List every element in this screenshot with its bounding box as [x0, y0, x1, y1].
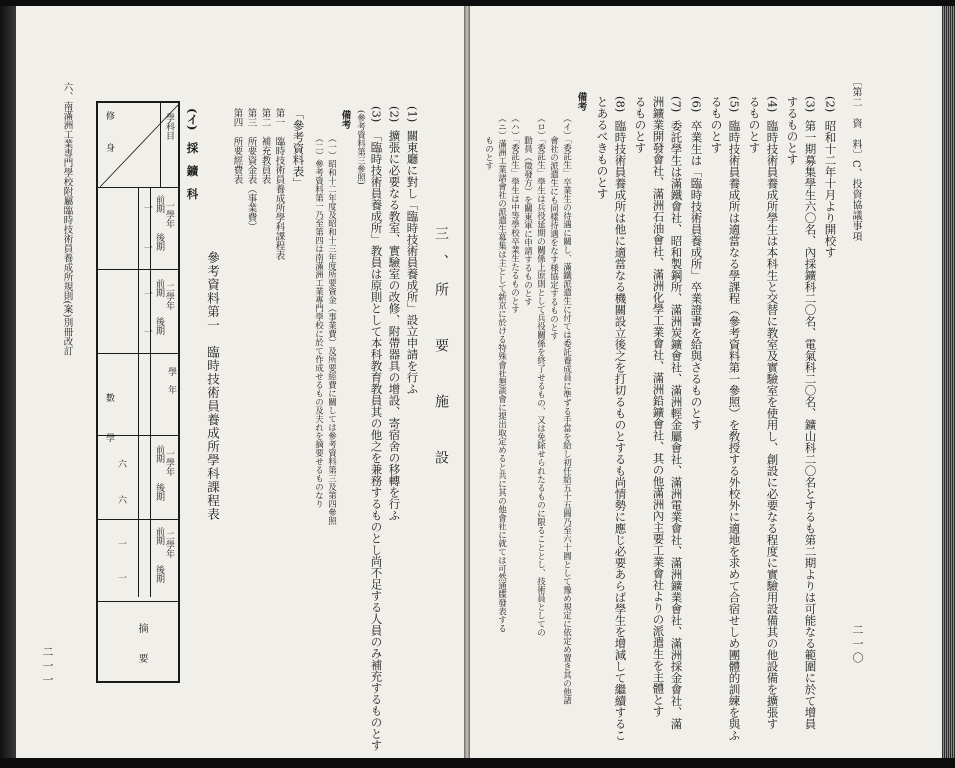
- ref-list-item-1: 第一 臨時技術員養成所學科課程表: [273, 108, 285, 260]
- cell-sugaku-1: 六: [116, 459, 126, 468]
- note-line-2: 會社の派遣生にも同樣待遇をなす様協定するものとす: [548, 136, 559, 340]
- item-text-3: 「臨時技術員養成所」教員は原則として本科教育教員其の他之を兼務するものとし尚不足する人員のみ補充するものとす: [369, 130, 384, 751]
- item-2-num: (2): [823, 96, 838, 113]
- cell-shushin-4: 一: [142, 327, 152, 336]
- cell-sugaku-2: 六: [116, 495, 126, 504]
- item-text-2: 擴張に必要なる教室、實驗室の改修、附帶器具の增設、寄宿舍の移轉を行ふ: [387, 130, 402, 521]
- item-num-2: (2): [387, 106, 402, 123]
- item-7-line-3: るものとす: [633, 96, 648, 154]
- page-number: 二一一: [41, 646, 54, 688]
- year-label-1b: 一學年: [164, 449, 174, 476]
- item-6-num: (6): [689, 96, 704, 113]
- item-2-line-1: 昭和十二年十月より開校す: [823, 120, 838, 258]
- term-label-3b: 前期: [154, 527, 164, 545]
- col-head-remarks: 摘 要: [136, 623, 147, 663]
- left-page: [16, 6, 464, 758]
- item-7-num: (7): [669, 96, 684, 113]
- term-label-4b: 後期: [154, 565, 164, 583]
- note-line-1: （イ）「委託生」卒業生の待遇に關し、滿鐵派遣生に付ては委託養成員に準ずる手當を給し初任給五十五圓乃至六十圓として豫め規定に依定め置き其の他諸: [561, 114, 572, 705]
- cell-shushin-3: 一: [142, 289, 152, 298]
- ref-note: (參考資料第三參照): [355, 110, 366, 185]
- year-label-2b: 二學年: [164, 531, 174, 558]
- col-head-gaku: 學: [104, 433, 114, 442]
- ref-list-heading: 「參考資料表」: [291, 108, 306, 189]
- cell-shushin-1: 一: [142, 203, 152, 212]
- note-line-3: （ロ）「委託生」學生は兵役延期の關係上原則として兵役關係を終了せるもの、又は免除せられたるものに限ることとし、技術員としての: [535, 114, 546, 637]
- term-label-1: 前期: [154, 195, 164, 213]
- item-7-line-2: 洲鑛業開發會社、滿洲石油會社、滿洲化學工業會社、滿洲鉛鑛會社、其の他滿洲內主要工業會社よりの派遣生を主體とす: [651, 96, 666, 717]
- item-5-line-2: るものとす: [709, 96, 724, 154]
- item-4-line-1: 臨時技術員養成所學生は本科生と交替に教室及實驗室を使用し、創設に必要なる程度に實驗用設備其の他設備を擴張す: [765, 120, 780, 730]
- col-head-su: 數: [104, 393, 114, 402]
- note-line-6: （ニ）滿洲工業諸會社の派遣生募集は主として新京に於ける特殊會社懇談會に提出取定めると共に其の他會社に就ては可然通牒發表する: [496, 114, 507, 633]
- item-8-num: (8): [613, 96, 628, 113]
- item-5-num: (5): [727, 96, 742, 113]
- cell-shushin-2: 一: [142, 243, 152, 252]
- running-header: 〔第二 資 料〕C、投資協議事項: [850, 76, 861, 242]
- item-7-line-1: 委託學生は滿鐵會社、昭和製鋼所、滿洲炭鑛會社、滿洲輕金屬會社、滿洲電業會社、滿洲鑛業會社、滿洲採金會社、滿: [669, 120, 684, 730]
- section-title: 三、所 要 施 設: [433, 226, 449, 478]
- cell-sugaku-4: 一: [116, 573, 126, 582]
- biko-line-1: （一）昭和十二年度及昭和十三年度所要資金（事業費）及所要經費に關しては參考資料第三及第四參照: [326, 134, 337, 525]
- course-label: (イ) 採 鑛 科: [185, 108, 200, 200]
- item-8-line-2: とあるべきものとす: [595, 96, 610, 200]
- course-table: [96, 101, 180, 683]
- item-5-line-1: 臨時技術員養成所は適當なる學課程（參考資料第一參照）を敎授する外校外に適地を求めて合宿せしめ團體的訓練を與ふ: [727, 120, 742, 741]
- col-head-shu: 修: [104, 111, 114, 120]
- biko-line-2: （二）參考資料第一乃至第四は南滿洲工業專門學校に於て作成せるもの及夫れを摘要せるものなり: [313, 134, 324, 508]
- item-num-3: (3): [369, 106, 384, 123]
- page-stack-edge: [942, 6, 955, 758]
- appendix-title: 參考資料第一 臨時技術員養成所學科課程表: [205, 251, 221, 521]
- item-3-num: (3): [803, 96, 818, 113]
- note-line-7: ものとす: [483, 136, 494, 170]
- footnote: 六、南滿洲工業專門學校附屬臨時技術員養成所規則(案)別冊改訂: [61, 82, 73, 356]
- term-label-2b: 後期: [154, 483, 164, 501]
- term-label-4: 後期: [154, 317, 164, 335]
- item-4-num: (4): [765, 96, 780, 113]
- col-head-shin: 身: [104, 143, 114, 152]
- note-line-5: （ハ）「委託生」學生は中等學校卒業生たるものとす: [509, 114, 520, 314]
- cell-sugaku-3: 一: [116, 539, 126, 548]
- row-subject-label: 學科目: [164, 113, 174, 140]
- item-6-line-1: 卒業生は「臨時技術員養成所」卒業證書を給與さるものとす: [689, 120, 704, 431]
- year-label-2: 二學年: [164, 283, 174, 310]
- right-page: [470, 6, 942, 758]
- biko-label: 備考: [575, 92, 587, 111]
- term-label-2: 後期: [154, 233, 164, 251]
- item-8-line-1: 臨時技術員養成所は他に適當なる機關設立後之を打切るものとするも尚情勢に應じ必要あらば學生を增減して繼續するこ: [613, 120, 628, 741]
- item-text-1: 關東廳に對し「臨時技術員養成所」設立申請を行ふ: [405, 130, 420, 395]
- ref-list-item-3: 第三 所要資金表（事業費）: [245, 108, 257, 232]
- item-num-1: (1): [405, 106, 420, 123]
- ref-list-item-2: 第二 補充教員表: [259, 108, 271, 184]
- term-label-3: 前期: [154, 279, 164, 297]
- year-label-1: 一學年: [164, 201, 174, 228]
- term-label-1b: 前期: [154, 445, 164, 463]
- item-3-line-2: するものとす: [785, 96, 800, 165]
- hours-label: 學 年: [166, 367, 176, 394]
- note-line-4: 動員（徵發方）を關東軍に申請するものとす: [522, 136, 533, 306]
- ref-list-item-4: 第四 所要經費表: [231, 108, 243, 184]
- scan-edge-left: [0, 6, 16, 758]
- item-3-line-1: 第一期募集學生六〇名、內採鑛科二〇名、電氣科二〇名、鑛山科二〇名とするも第二期よりは可能なる範圍に於て增員: [803, 120, 818, 730]
- page-number: 二一〇: [851, 624, 864, 666]
- item-4-line-2: るものとす: [747, 96, 762, 154]
- biko-label: 備考: [339, 110, 351, 129]
